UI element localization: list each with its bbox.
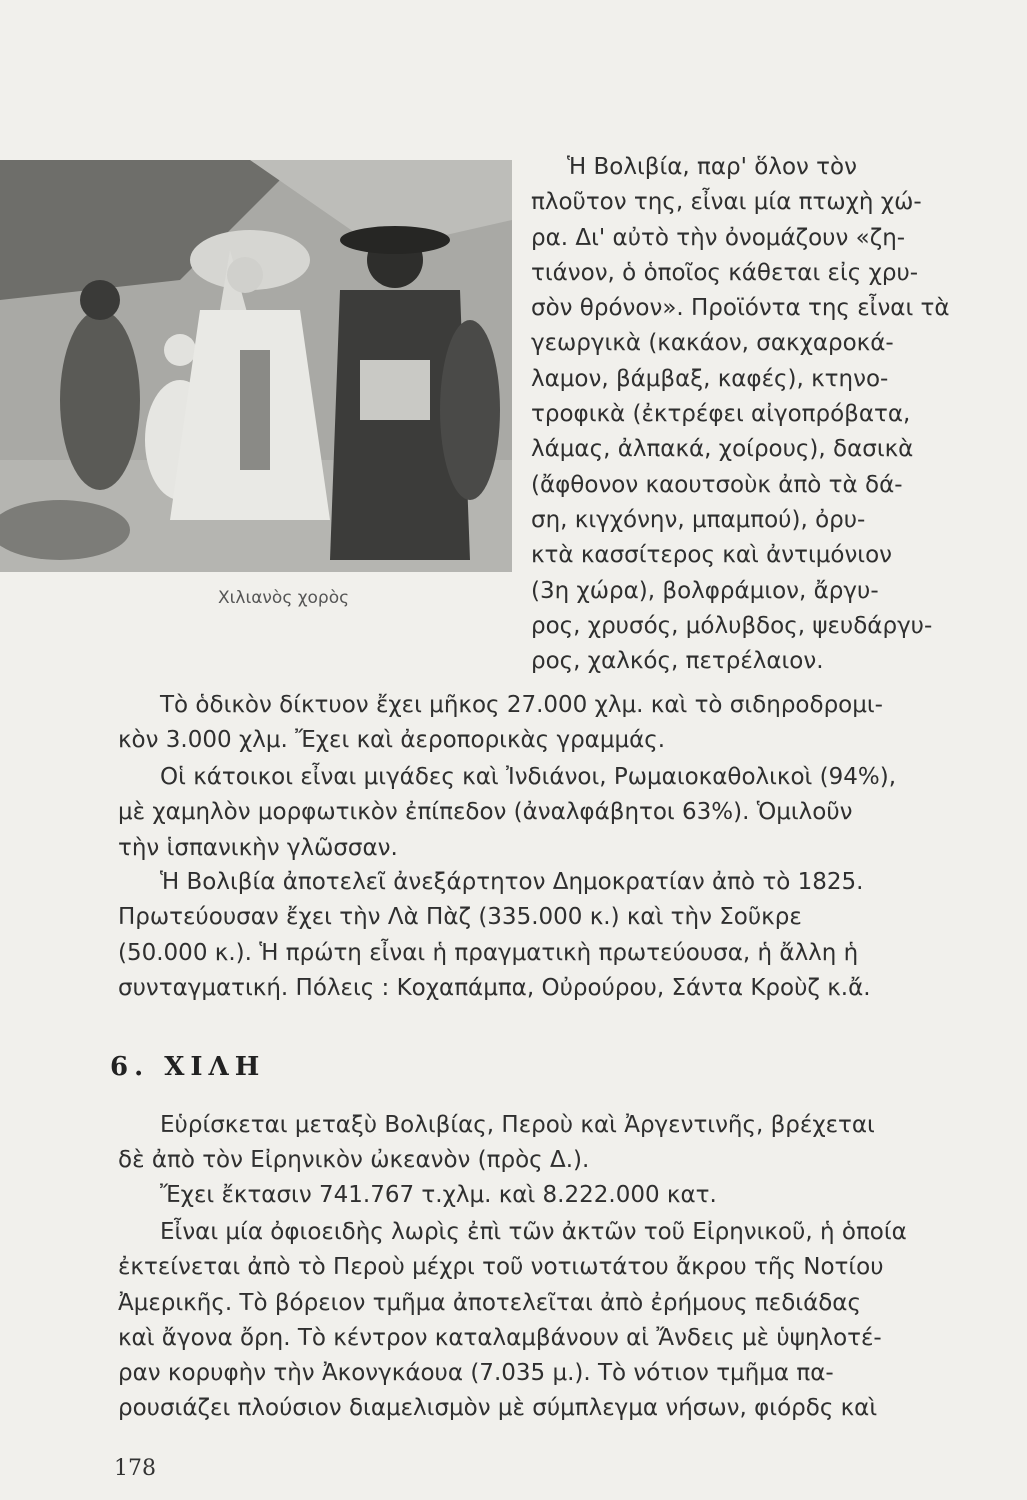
text-line: ἐκτείνεται ἀπὸ τὸ Περοὺ μέχρι τοῦ νοτιωτάτου ἄκρου τῆς Νοτίου (118, 1254, 884, 1281)
text-line: μὲ χαμηλὸν μορφωτικὸν ἐπίπεδον (ἀναλφάβητοι 63%). Ὁμιλοῦν (118, 799, 853, 826)
column-line: λάμας, ἀλπακά, χοίρους), δασικὰ (531, 436, 914, 463)
paragraph-geography (118, 1215, 958, 1427)
text-line: Πρωτεύουσαν ἔχει τὴν Λὰ Πὰζ (335.000 κ.) καὶ τὴν Σοῦκρε (118, 904, 802, 931)
column-line: (3η χώρα), βολφράμιον, ἄργυ- (531, 577, 879, 604)
photo-caption: Χιλιανὸς χορὸς (218, 588, 350, 608)
text-line: Ἔχει ἔκτασιν 741.767 τ.χλμ. καὶ 8.222.000 κατ. (160, 1182, 717, 1208)
paragraph-population (118, 760, 958, 866)
text-line: δὲ ἀπὸ τὸν Εἰρηνικὸν ὠκεανὸν (πρὸς Δ.). (118, 1147, 590, 1174)
text-line: τὴν ἱσπανικὴν γλῶσσαν. (118, 834, 398, 861)
column-line: Ἡ Βολιβία, παρ' ὅλον τὸν (567, 154, 857, 180)
paragraph-location (118, 1108, 958, 1179)
column-line: τιάνον, ὁ ὁποῖος κάθεται εἰς χρυ- (531, 259, 919, 286)
text-line: κὸν 3.000 χλμ. Ἔχει καὶ ἀεροπορικὰς γραμμάς. (118, 727, 666, 754)
text-line: Ἀμερικῆς. Τὸ βόρειον τμῆμα ἀποτελεῖται ἀπὸ ἐρήμους πεδιάδας (118, 1289, 861, 1316)
text-line: (50.000 κ.). Ἡ πρώτη εἶναι ἡ πραγματικὴ πρωτεύουσα, ἡ ἄλλη ἡ (118, 939, 859, 966)
column-line: (ἄφθονον καουτσοὺκ ἀπὸ τὰ δά- (531, 471, 903, 498)
text-line: Ἡ Βολιβία ἀποτελεῖ ἀνεξάρτητον Δημοκρατίαν ἀπὸ τὸ 1825. (160, 869, 864, 895)
paragraph-roads (118, 688, 958, 759)
text-line: Εὑρίσκεται μεταξὺ Βολιβίας, Περοὺ καὶ Ἀργεντινῆς, βρέχεται (160, 1112, 875, 1138)
column-line: ρος, χρυσός, μόλυβδος, ψευδάργυ- (531, 612, 933, 639)
column-line: τροφικὰ (ἐκτρέφει αἰγοπρόβατα, (531, 401, 911, 428)
text-line: καὶ ἄγονα ὄρη. Τὸ κέντρον καταλαμβάνουν αἱ Ἄνδεις μὲ ὑψηλοτέ- (118, 1324, 882, 1351)
section-heading: 6. ΧΙΛΗ (110, 1052, 266, 1082)
text-line: Οἱ κάτοικοι εἶναι μιγάδες καὶ Ἰνδιάνοι, Ρωμαιοκαθολικοὶ (94%), (160, 764, 897, 790)
column-line: πλοῦτον της, εἶναι μία πτωχὴ χώ- (531, 189, 922, 216)
column-line: γεωργικὰ (κακάον, σακχαροκά- (531, 330, 894, 357)
text-line: Τὸ ὁδικὸν δίκτυον ἔχει μῆκος 27.000 χλμ. καὶ τὸ σιδηροδρομι- (160, 692, 883, 718)
column-line: λαμον, βάμβαξ, καφές), κτηνο- (531, 365, 889, 392)
text-line: ρουσιάζει πλούσιον διαμελισμὸν μὲ σύμπλεγμα νήσων, φιόρδς καὶ (118, 1395, 878, 1422)
text-line: Εἶναι μία ὀφιοειδὴς λωρὶς ἐπὶ τῶν ἀκτῶν τοῦ Εἰρηνικοῦ, ἡ ὁποία (160, 1219, 907, 1245)
text-line: συνταγματική. Πόλεις : Κοχαπάμπα, Οὐρούρου, Σάντα Κροὺζ κ.ἄ. (118, 974, 871, 1001)
page-number: 178 (114, 1456, 156, 1481)
text-line: ραν κορυφὴν τὴν Ἀκονγκάουα (7.035 μ.). Τὸ νότιον τμῆμα πα- (118, 1360, 834, 1387)
column-line: σὸν θρόνον». Προϊόντα της εἶναι τὰ (531, 295, 950, 322)
paragraph-area (118, 1178, 958, 1213)
column-line: ρα. Δι' αὐτὸ τὴν ὀνομάζουν «ζη- (531, 224, 906, 251)
column-line: ση, κιγχόνην, μπαμπού), ὀρυ- (531, 506, 866, 533)
column-line: κτὰ κασσίτερος καὶ ἀντιμόνιον (531, 542, 892, 569)
column-line: ρος, χαλκός, πετρέλαιον. (531, 648, 824, 675)
dance-photo (0, 160, 512, 572)
dance-photo-illustration (0, 160, 512, 572)
paragraph-government (118, 865, 958, 1006)
column-paragraph (531, 150, 951, 679)
